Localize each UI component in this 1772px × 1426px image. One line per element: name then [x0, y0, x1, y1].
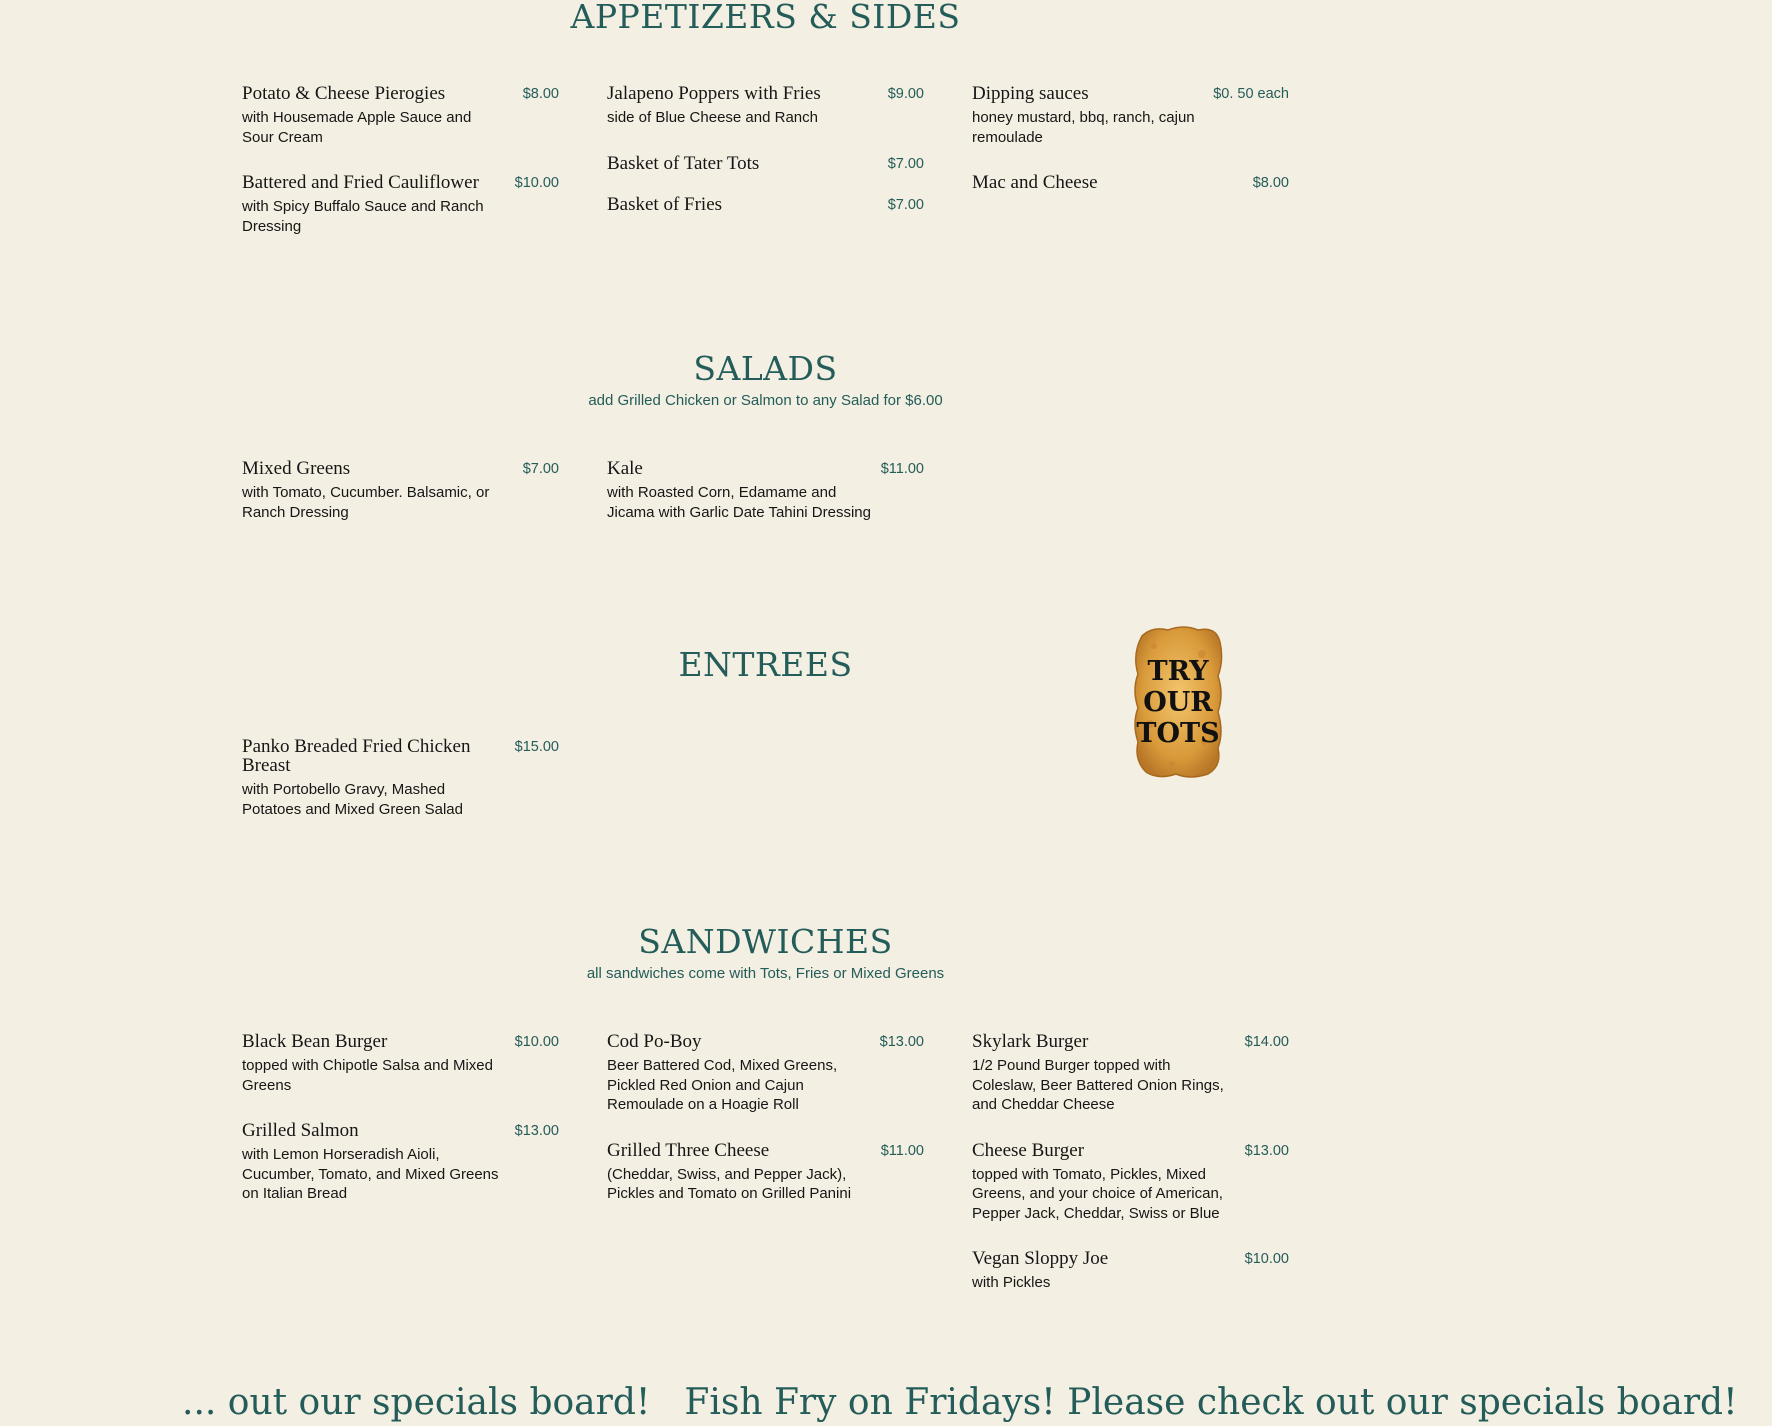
menu-item-price: $10.00	[514, 175, 559, 191]
menu-item-head	[607, 459, 924, 478]
ticker-text	[182, 1380, 1772, 1426]
menu-item-price: $8.00	[522, 86, 559, 102]
menu-item-desc: Beer Battered Cod, Mixed Greens, Pickled Red Onion and Cajun Remoulade on a Hoagie Roll	[607, 1057, 838, 1113]
menu-item-desc: with Spicy Buffalo Sauce and Ranch Dressing	[242, 198, 484, 235]
sandwiches-section	[242, 922, 1289, 1319]
menu-item-desc: with Roasted Corn, Edamame and Jicama with Garlic Date Tahini Dressing	[607, 484, 871, 521]
menu-item-name: Panko Breaded Fried Chicken Breast	[242, 736, 471, 776]
menu-item-head	[242, 173, 559, 192]
menu-item-price: $13.00	[1244, 1142, 1289, 1159]
menu-item-price: $15.00	[514, 739, 559, 755]
menu-item	[607, 84, 924, 128]
appetizers-col-1	[242, 84, 559, 262]
menu-item-price: $14.00	[1244, 1034, 1289, 1050]
menu-item-name: Black Bean Burger	[242, 1031, 388, 1052]
menu-item-price: $10.00	[514, 1034, 559, 1050]
menu-item-price: $11.00	[880, 1142, 924, 1159]
menu-item-desc: (Cheddar, Swiss, and Pepper Jack), Pickles and Tomato on Grilled Panini	[607, 1165, 852, 1202]
menu-item-desc: with Portobello Gravy, Mashed Potatoes and Mixed Green Salad	[242, 781, 463, 818]
sandwiches-col-1	[242, 1032, 559, 1230]
sandwiches-col-3	[972, 1032, 1289, 1319]
menu-item-head	[972, 1032, 1289, 1051]
menu-item-name: Jalapeno Poppers with Fries	[607, 83, 821, 104]
menu-item-price: $11.00	[880, 461, 924, 477]
menu-item-desc: honey mustard, bbq, ranch, cajun remoulade	[972, 109, 1195, 146]
menu-item-head	[607, 1032, 924, 1051]
salads-col-2	[607, 459, 924, 548]
salads-grid	[242, 459, 1289, 548]
menu-item-price: $7.00	[887, 196, 924, 213]
menu-item-head	[607, 195, 924, 214]
menu-item-head	[242, 459, 559, 478]
appetizers-grid	[242, 84, 1289, 262]
tots-badge-line3: TOTS	[1136, 718, 1220, 749]
appetizers-section	[242, 0, 1289, 262]
menu-item-price: $7.00	[887, 155, 924, 172]
entrees-col-1	[242, 737, 559, 845]
menu-item	[607, 1032, 924, 1115]
menu-item	[242, 1032, 559, 1095]
menu-item	[242, 173, 559, 236]
salads-note: add Grilled Chicken or Salmon to any Salad for $6.00	[588, 392, 943, 409]
menu-item-desc: with Tomato, Cucumber. Balsamic, or Ranch Dressing	[242, 484, 490, 521]
tots-badge-line2: OUR	[1143, 687, 1213, 718]
menu-item-name: Potato & Cheese Pierogies	[242, 83, 446, 104]
menu-item-name: Mac and Cheese	[972, 172, 1098, 193]
menu-item-name: Vegan Sloppy Joe	[972, 1248, 1109, 1269]
menu-item-desc: with Lemon Horseradish Aioli, Cucumber, Tomato, and Mixed Greens on Italian Bread	[242, 1146, 499, 1202]
menu-item-head	[242, 1121, 559, 1140]
menu-item	[972, 173, 1289, 192]
sandwiches-title: SANDWICHES	[638, 922, 893, 961]
tots-badge-line1: TRY	[1147, 656, 1209, 687]
menu-item-head	[607, 84, 924, 103]
menu-item-name: Cod Po-Boy	[607, 1031, 702, 1052]
menu-item-name: Skylark Burger	[972, 1031, 1089, 1052]
menu-item-desc: 1/2 Pound Burger topped with Coleslaw, Beer Battered Onion Rings, and Cheddar Cheese	[972, 1057, 1224, 1113]
menu-item	[242, 459, 559, 522]
menu-item-name: Grilled Three Cheese	[607, 1139, 770, 1161]
menu-item-desc: with Pickles	[972, 1274, 1051, 1291]
menu-item	[242, 84, 559, 147]
menu-item	[242, 737, 559, 819]
entrees-title: ENTREES	[678, 645, 853, 684]
menu-item-desc: with Housemade Apple Sauce and Sour Cream	[242, 109, 472, 146]
menu-item-price: $7.00	[522, 461, 559, 477]
menu-item	[607, 459, 924, 522]
tots-badge-text	[1132, 656, 1224, 749]
menu-item-head	[607, 1141, 924, 1160]
menu-item-name: Mixed Greens	[242, 458, 351, 479]
sandwiches-note: all sandwiches come with Tots, Fries or Mixed Greens	[586, 965, 945, 982]
menu-item	[972, 1141, 1289, 1224]
menu-item-name: Grilled Salmon	[242, 1120, 359, 1141]
menu-item-head	[242, 84, 559, 103]
menu-item-price: $10.00	[1244, 1251, 1289, 1267]
menu-item	[972, 84, 1289, 147]
salads-col-1	[242, 459, 559, 548]
menu-item-price: $8.00	[1252, 175, 1289, 191]
menu-item	[972, 1032, 1289, 1115]
menu-item-price: $13.00	[514, 1123, 559, 1139]
ticker-part-1: ... out our specials board!	[182, 1382, 651, 1423]
menu-item-name: Battered and Fried Cauliflower	[242, 172, 479, 193]
ticker-part-2: Fish Fry on Fridays! Please check out our specials board!	[684, 1382, 1738, 1423]
menu-item-price: $0. 50 each	[1213, 86, 1289, 102]
menu-item-desc: topped with Chipotle Salsa and Mixed Greens	[242, 1057, 493, 1094]
menu-item-name: Basket of Tater Tots	[607, 152, 760, 174]
menu-item-head	[972, 84, 1289, 103]
appetizers-title: APPETIZERS & SIDES	[570, 0, 961, 36]
menu-item-head	[607, 154, 924, 173]
menu-item-name: Cheese Burger	[972, 1139, 1085, 1161]
menu-item-head	[242, 737, 559, 775]
salads-title: SALADS	[693, 349, 838, 388]
menu-item-head	[242, 1032, 559, 1051]
menu-item-desc: side of Blue Cheese and Ranch	[607, 109, 818, 126]
menu-item-head	[972, 173, 1289, 192]
menu-item-head	[972, 1249, 1289, 1268]
menu-item-price: $9.00	[887, 86, 924, 102]
appetizers-col-2	[607, 84, 924, 236]
menu-item	[242, 1121, 559, 1204]
menu-item	[607, 195, 924, 214]
menu-item	[607, 1141, 924, 1204]
specials-ticker	[182, 1380, 1738, 1426]
menu-item-price: $13.00	[879, 1034, 924, 1050]
menu-item	[607, 154, 924, 173]
menu-item-name: Kale	[607, 458, 643, 479]
menu-item	[972, 1249, 1289, 1293]
sandwiches-grid	[242, 1032, 1289, 1319]
menu-item-name: Basket of Fries	[607, 193, 723, 215]
sandwiches-col-2	[607, 1032, 924, 1230]
menu-item-desc: topped with Tomato, Pickles, Mixed Greens, and your choice of American, Pepper Jack, Cheddar, Swiss or Blue	[972, 1165, 1223, 1222]
salads-section	[242, 349, 1289, 548]
try-our-tots-badge	[1132, 624, 1224, 780]
appetizers-col-3	[972, 84, 1289, 218]
menu-item-head	[972, 1141, 1289, 1160]
menu-item-name: Dipping sauces	[972, 83, 1089, 104]
